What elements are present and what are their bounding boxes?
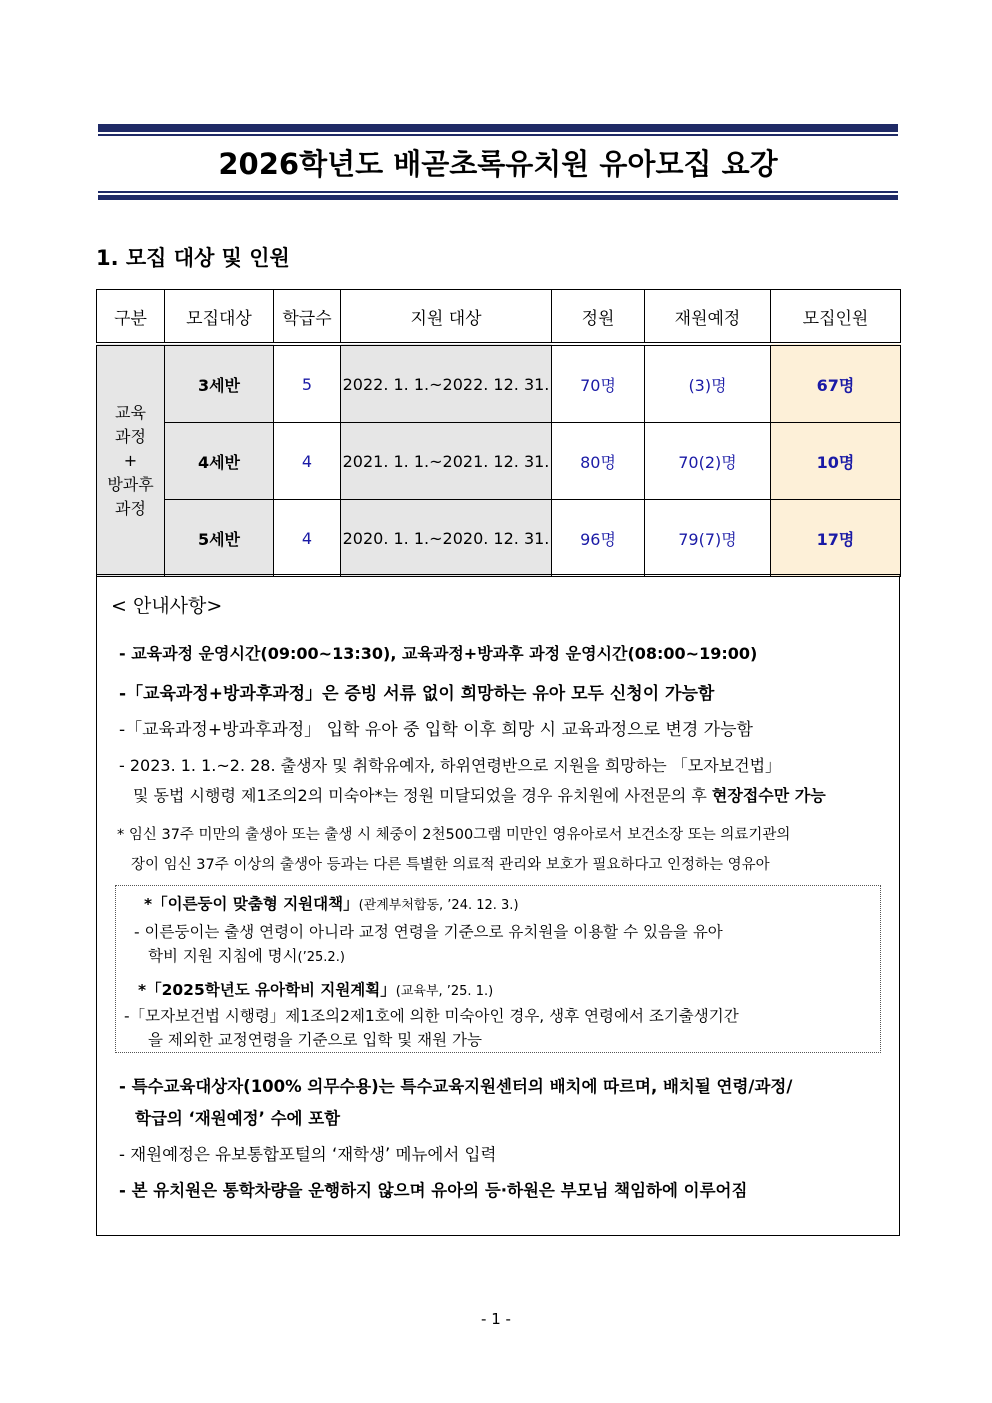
section-heading: 1. 모집 대상 및 인원 xyxy=(96,246,290,270)
cell-expected: 79(7)명 xyxy=(645,500,771,577)
table-row xyxy=(97,423,901,500)
page-number: - 1 - xyxy=(481,1310,511,1328)
cell-recruit: 67명 xyxy=(771,344,901,423)
notice-premature-2-text: 및 동법 시행령 제1조의2의 미숙아*는 정원 미달되었을 경우 유치원에 사전문의 후 xyxy=(133,786,712,805)
header-capacity: 정원 xyxy=(552,290,645,345)
cell-expected: 70(2)명 xyxy=(645,423,771,500)
notice-special-ed-1: - 특수교육대상자(100% 의무수용)는 특수교육지원센터의 배치에 따르며, 배치될 연령/과정/ xyxy=(119,1077,793,1096)
title-rule-bottom-thin xyxy=(98,191,898,193)
title-rule-top-thin xyxy=(98,134,898,136)
table-row xyxy=(97,344,901,423)
category-line: 교육 xyxy=(115,403,146,422)
cell-classes: 4 xyxy=(274,423,341,500)
notice-hours: - 교육과정 운영시간(09:00~13:30), 교육과정+방과후 과정 운영시간(08:00~19:00) xyxy=(119,644,758,663)
policy-2-source: (교육부, ’25. 1.) xyxy=(395,984,494,999)
notice-enrollment-input: - 재원예정은 유보통합포털의 ‘재학생’ 메뉴에서 입력 xyxy=(119,1145,497,1164)
cell-target: 3세반 xyxy=(165,344,274,423)
notice-change: -「교육과정+방과후과정」 입학 유아 중 입학 이후 희망 시 교육과정으로 변경 가능함 xyxy=(119,720,753,740)
policy-1-line-1: - 이른둥이는 출생 연령이 아니라 교정 연령을 기준으로 유치원을 이용할 수 있음을 유아 xyxy=(134,923,723,941)
cell-period: 2022. 1. 1.~2022. 12. 31. xyxy=(341,344,552,423)
header-category: 구분 xyxy=(97,290,165,345)
policy-1-line-2 xyxy=(148,944,345,966)
notice-premature-1: - 2023. 1. 1.~2. 28. 출생자 및 취학유예자, 하위연령반으로 지원을 희망하는 「모자보건법」 xyxy=(119,756,782,775)
table-row xyxy=(97,500,901,577)
policy-2-line-2: 을 제외한 교정연령을 기준으로 입학 및 재원 가능 xyxy=(148,1031,482,1049)
notice-no-bus: - 본 유치원은 통학차량을 운행하지 않으며 유아의 등·하원은 부모님 책임하에 이루어짐 xyxy=(119,1181,748,1200)
notice-heading: < 안내사항> xyxy=(111,595,223,617)
cell-target: 5세반 xyxy=(165,500,274,577)
policy-1-line-2-text: 학비 지원 지침에 명시 xyxy=(148,947,298,965)
cell-classes: 5 xyxy=(274,344,341,423)
category-line: 과정 xyxy=(115,427,146,446)
notice-special-ed-2: 학급의 ‘재원예정’ 수에 포함 xyxy=(135,1109,341,1128)
cell-expected: (3)명 xyxy=(645,344,771,423)
policy-1-source: (관계부처합동, ’24. 12. 3.) xyxy=(358,898,519,913)
notice-footnote-1: * 임신 37주 미만의 출생아 또는 출생 시 체중이 2천500그램 미만인 영유아로서 보건소장 또는 의료기관의 xyxy=(117,827,791,843)
header-expected: 재원예정 xyxy=(645,290,771,345)
cell-recruit: 17명 xyxy=(771,500,901,577)
policy-1-title xyxy=(144,892,519,914)
notice-box xyxy=(96,574,900,1236)
policy-1-title-text: *「이른둥이 맞춤형 지원대책」 xyxy=(144,895,359,913)
cell-classes: 4 xyxy=(274,500,341,577)
policy-1-date: (’25.2.) xyxy=(297,950,345,965)
cell-target: 4세반 xyxy=(165,423,274,500)
cell-capacity: 80명 xyxy=(552,423,645,500)
policy-2-line-1: -「모자보건법 시행령」제1조의2제1호에 의한 미숙아인 경우, 생후 연령에서 조기출생기간 xyxy=(124,1007,739,1025)
header-period: 지원 대상 xyxy=(341,290,552,345)
header-target: 모집대상 xyxy=(165,290,274,345)
title-rule-top xyxy=(98,124,898,132)
policy-2-title xyxy=(138,978,493,1000)
policy-reference-box xyxy=(115,885,881,1053)
header-recruit: 모집인원 xyxy=(771,290,901,345)
cell-capacity: 70명 xyxy=(552,344,645,423)
policy-2-title-text: *「2025학년도 유아학비 지원계획」 xyxy=(138,981,396,999)
cell-recruit: 10명 xyxy=(771,423,901,500)
cell-period: 2020. 1. 1.~2020. 12. 31. xyxy=(341,500,552,577)
recruitment-table xyxy=(96,289,901,577)
cell-period: 2021. 1. 1.~2021. 12. 31. xyxy=(341,423,552,500)
category-line: + xyxy=(123,451,138,470)
document-title: 2026학년도 배곧초록유치원 유아모집 요강 xyxy=(218,147,778,181)
category-line: 과정 xyxy=(115,499,146,518)
header-classes: 학급수 xyxy=(274,290,341,345)
cell-capacity: 96명 xyxy=(552,500,645,577)
category-line: 방과후 xyxy=(107,475,154,494)
category-cell xyxy=(97,344,165,577)
title-rule-bottom xyxy=(98,195,898,200)
notice-premature-2 xyxy=(133,783,826,806)
notice-footnote-2: 장이 임신 37주 이상의 출생아 등과는 다른 특별한 의료적 관리와 보호가 필요하다고 인정하는 영유아 xyxy=(131,857,770,873)
notice-onsite-only: 현장접수만 가능 xyxy=(711,786,826,805)
notice-application: -「교육과정+방과후과정」은 증빙 서류 없이 희망하는 유아 모두 신청이 가능함 xyxy=(119,684,715,704)
table-header-row xyxy=(97,290,901,345)
